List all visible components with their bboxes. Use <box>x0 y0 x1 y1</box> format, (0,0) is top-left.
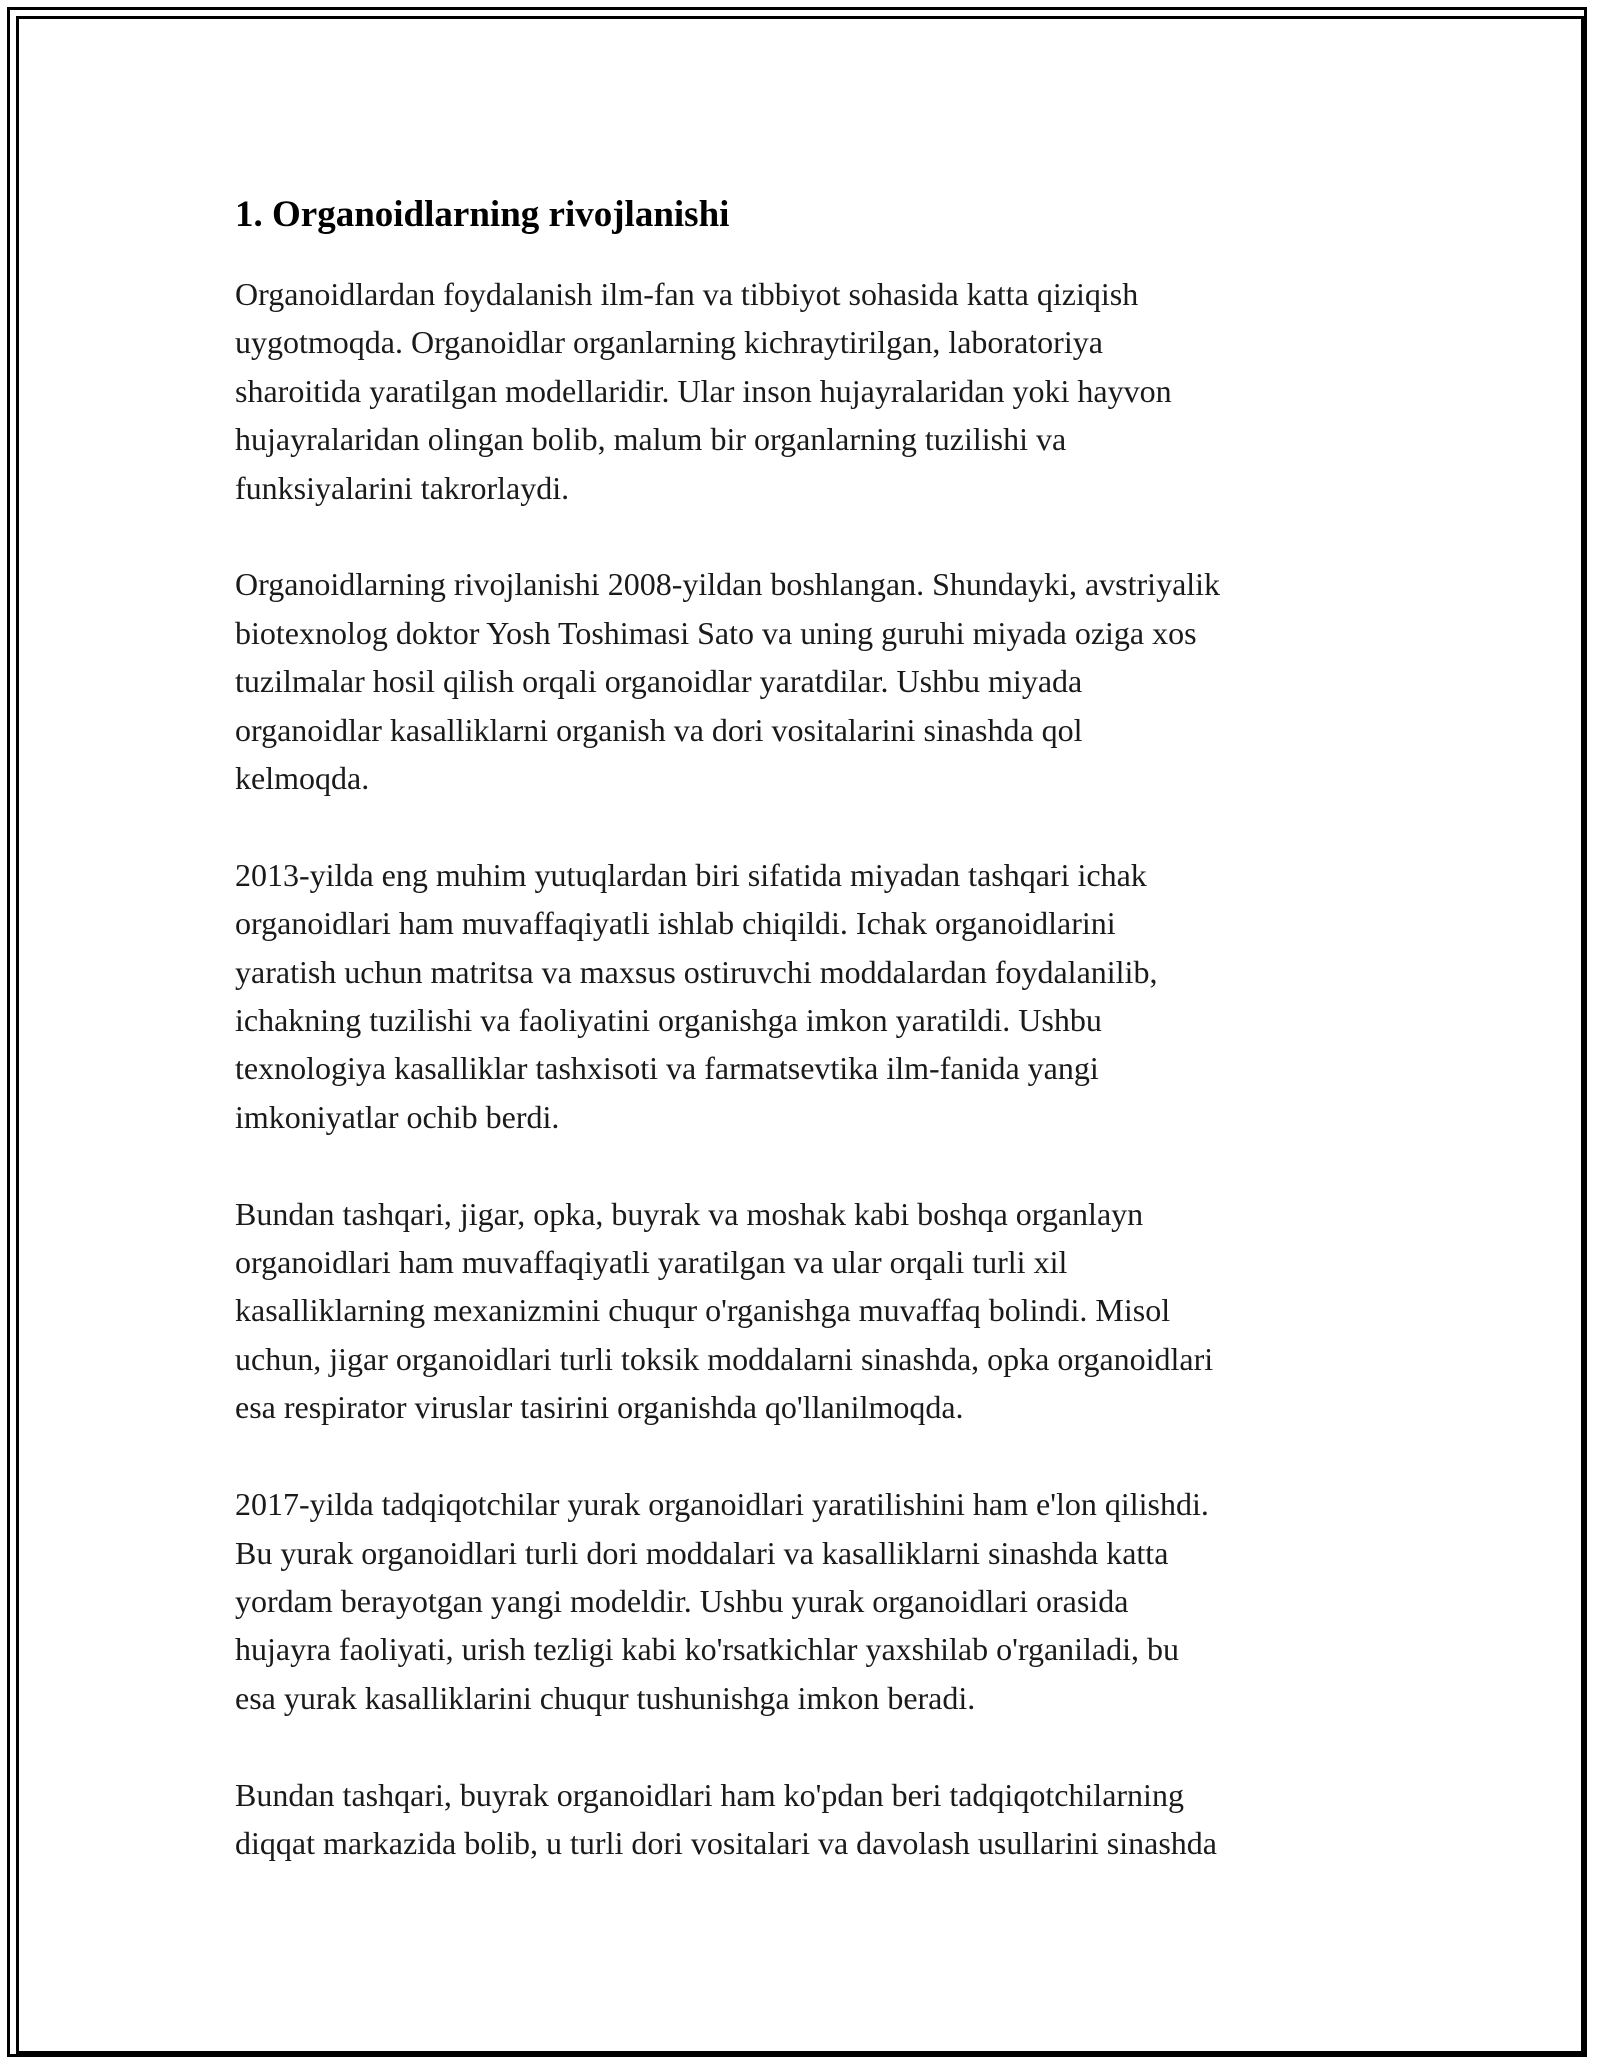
section-title: 1. Organoidlarning rivojlanishi <box>235 194 730 235</box>
paragraph-2: Organoidlarning rivojlanishi 2008-yildan boshlangan. Shundayki, avstriyalik biotexnolog doktor Yosh Toshimasi Sato va uning guruhi miyada oziga xos tuzilmalar hosil qilish orqali organoidlar yaratdilar. Ushbu miyada organoidlar kasalliklarni organish va dori vositalarini sinashda qol kelmoqda. <box>235 566 1221 797</box>
paragraph-3: 2013-yilda eng muhim yutuqlardan biri sifatida miyadan tashqari ichak organoidlari ham muvaffaqiyatli ishlab chiqildi. Ichak organoidlarini yaratish uchun matritsa va maxsus ostiruvchi moddalardan foydalanilib, ichakning tuzilishi va faoliyatini organishga imkon yaratildi. Ushbu texnologiya kasalliklar tashxisoti va farmatsevtika ilm-fanida yangi imkoniyatlar ochib berdi. <box>235 856 1158 1135</box>
paragraph-4: Bundan tashqari, jigar, opka, buyrak va moshak kabi boshqa organlayn organoidlari ham muvaffaqiyatli yaratilgan va ular orqali turli xil kasalliklarning mexanizmini chuqur o'rganishga muvaffaq bolindi. Misol uchun, jigar organoidlari turli toksik moddalarni sinashda, opka organoidlari esa respirator viruslar tasirini organishda qo'llanilmoqda. <box>235 1195 1214 1426</box>
paragraph-5: 2017-yilda tadqiqotchilar yurak organoidlari yaratilishini ham e'lon qilishdi. Bu yurak organoidlari turli dori moddalari va kasalliklarni sinashda katta yordam berayotgan yangi modeldir. Ushbu yurak organoidlari orasida hujayra faoliyati, urish tezligi kabi ko'rsatkichlar yaxshilab o'rganiladi, bu esa yurak kasalliklarini chuqur tushunishga imkon beradi. <box>235 1486 1209 1716</box>
paragraph-6: Bundan tashqari, buyrak organoidlari ham ko'pdan beri tadqiqotchilarning diqqat markazida bolib, u turli dori vositalari va davolash usullarini sinashda <box>235 1776 1217 1861</box>
document-body <box>235 180 1395 1916</box>
paragraph-1: Organoidlardan foydalanish ilm-fan va tibbiyot sohasida katta qiziqish uygotmoqda. Organoidlar organlarning kichraytirilgan, laboratoriya sharoitida yaratilgan modellaridir. Ular inson hujayralaridan yoki hayvon hujayralaridan olingan bolib, malum bir organlarning tuzilishi va funksiyalarini takrorlaydi. <box>235 276 1172 506</box>
